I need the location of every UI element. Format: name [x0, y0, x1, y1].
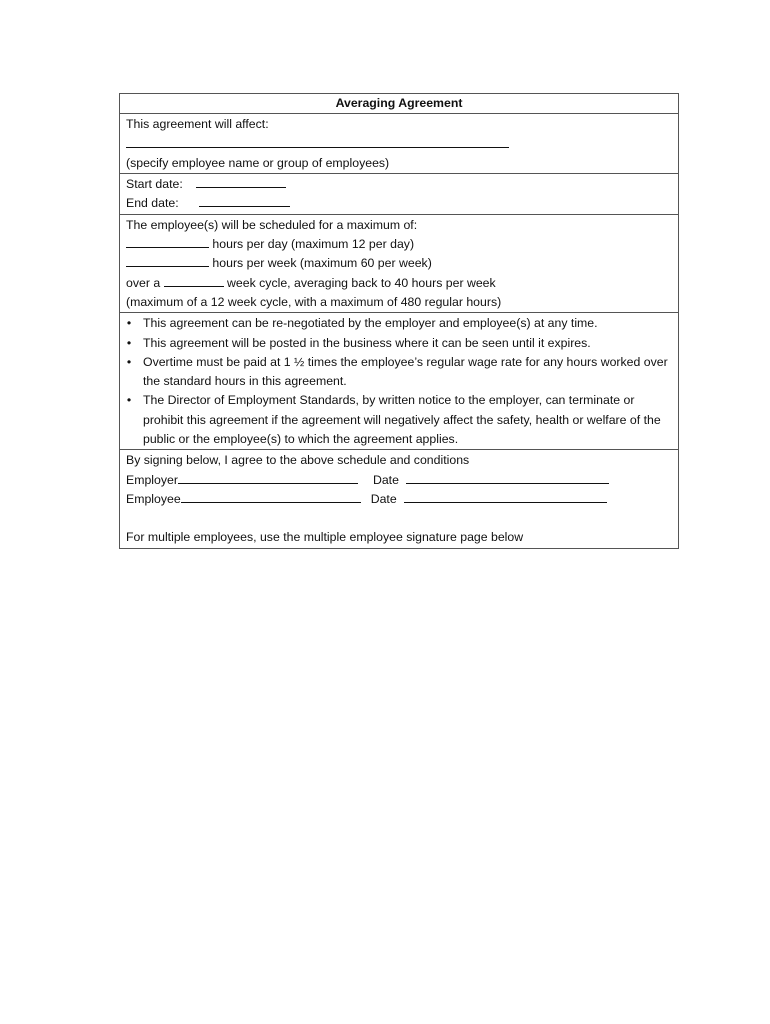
- affect-hint: (specify employee name or group of employees): [126, 155, 390, 170]
- hours-per-week-row: [126, 254, 672, 273]
- employer-date-field[interactable]: [406, 471, 609, 484]
- start-date-field[interactable]: [196, 175, 286, 188]
- hours-per-day-row: [126, 235, 672, 254]
- list-item: [123, 353, 672, 392]
- employee-date-field[interactable]: [404, 490, 607, 503]
- employer-signature-row: [126, 471, 672, 490]
- list-item: [123, 334, 672, 353]
- employee-signature-field[interactable]: [181, 490, 361, 503]
- form-title: Averaging Agreement: [335, 96, 463, 110]
- dates-section: [120, 173, 678, 214]
- employer-label: Employer: [126, 472, 178, 487]
- employee-signature-row: [126, 490, 672, 509]
- hours-per-week-label: hours per week (maximum 60 per week): [212, 256, 432, 271]
- cycle-weeks-field[interactable]: [164, 274, 224, 287]
- end-date-label: End date:: [126, 196, 179, 211]
- bullet-icon: •: [126, 393, 132, 408]
- employee-date-label: Date: [370, 491, 397, 506]
- schedule-intro: The employee(s) will be scheduled for a maximum of:: [126, 217, 418, 232]
- condition-text: This agreement will be posted in the business where it can be seen until it expires.: [143, 335, 591, 350]
- affect-label: This agreement will affect:: [126, 117, 269, 132]
- start-date-label: Start date:: [126, 177, 183, 192]
- cycle-row: [126, 274, 672, 293]
- bullet-icon: •: [126, 316, 132, 331]
- cycle-prefix: over a: [126, 275, 161, 290]
- employer-date-label: Date: [372, 472, 399, 487]
- signing-intro: By signing below, I agree to the above schedule and conditions: [126, 453, 470, 468]
- hours-per-week-field[interactable]: [126, 254, 209, 267]
- cycle-suffix: week cycle, averaging back to 40 hours per week: [227, 275, 496, 290]
- hours-per-day-label: hours per day (maximum 12 per day): [212, 237, 415, 252]
- list-item: [123, 314, 672, 333]
- conditions-list: [123, 314, 672, 449]
- condition-text: The Director of Employment Standards, by written notice to the employer, can terminate or prohibit this agreement if the agreement will negatively affect the safety, health or welfare of the public or the employee(s) to which the agreement applies.: [143, 393, 661, 447]
- bullet-icon: •: [126, 335, 132, 350]
- signing-section: [120, 449, 678, 547]
- cycle-note: (maximum of a 12 week cycle, with a maximum of 480 regular hours): [126, 294, 502, 309]
- hours-per-day-field[interactable]: [126, 235, 209, 248]
- averaging-agreement-form: [119, 93, 679, 549]
- affect-section: [120, 113, 678, 173]
- condition-text: Overtime must be paid at 1 ½ times the employee’s regular wage rate for any hours worked over the standard hours in this agreement.: [143, 354, 668, 389]
- conditions-section: [120, 312, 678, 449]
- employee-label: Employee: [126, 491, 181, 506]
- bullet-icon: •: [126, 354, 132, 369]
- affect-employee-field[interactable]: [126, 135, 509, 148]
- affect-blank-row: [126, 135, 672, 154]
- employer-signature-field[interactable]: [178, 471, 358, 484]
- end-date-row: [126, 194, 672, 213]
- condition-text: This agreement can be re-negotiated by the employer and employee(s) at any time.: [143, 316, 598, 331]
- end-date-field[interactable]: [199, 194, 290, 207]
- schedule-section: [120, 214, 678, 312]
- multiple-employees-note: For multiple employees, use the multiple employee signature page below: [126, 530, 524, 545]
- list-item: [123, 391, 672, 449]
- start-date-row: [126, 175, 672, 194]
